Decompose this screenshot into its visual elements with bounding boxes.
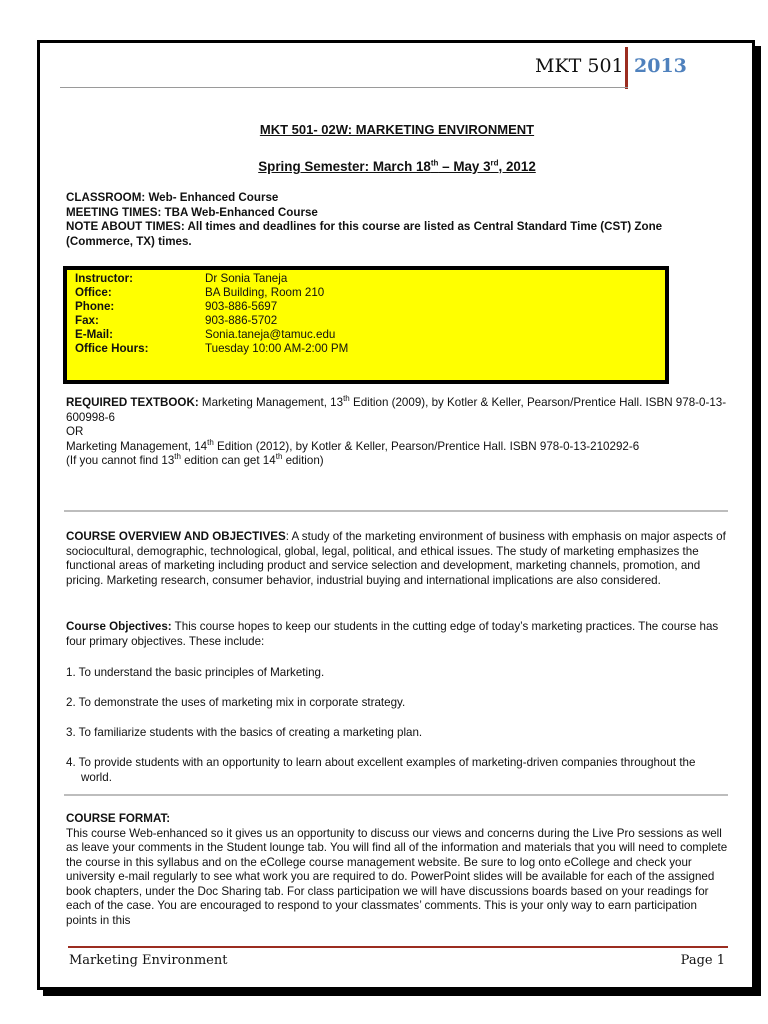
section-divider bbox=[64, 794, 728, 796]
instructor-value: Dr Sonia Taneja bbox=[205, 272, 288, 285]
office-hours-value: Tuesday 10:00 AM-2:00 PM bbox=[205, 342, 349, 355]
footer-title: Marketing Environment bbox=[69, 953, 228, 968]
course-overview: COURSE OVERVIEW AND OBJECTIVES: A study of the marketing environment of business with emphasis on major aspects of sociocultural, demographic, technological, global, legal, political, and ethical issues. The study of marketing emphasizes the functional areas of marketing including product and service selection and development, marketing channels, promotion, and pricing. Marketing research, consumer behavior, industrial buying and international implications are also considered. bbox=[66, 530, 726, 587]
header-divider bbox=[625, 47, 628, 89]
section-divider bbox=[64, 510, 728, 512]
textbook-or: OR bbox=[66, 425, 84, 438]
objective-item: 1. To understand the basic principles of Marketing. bbox=[66, 666, 325, 679]
phone-value: 903-886-5697 bbox=[205, 300, 278, 313]
page-number: Page 1 bbox=[680, 953, 725, 968]
textbook-line-2: Marketing Management, 14th Edition (2012), by Kotler & Keller, Pearson/Prentice Hall. ISBN 978-0-13-210292-6 bbox=[66, 437, 640, 453]
instructor-box-highlight bbox=[67, 270, 665, 380]
document-page bbox=[37, 40, 755, 990]
phone-label: Phone: bbox=[75, 300, 115, 313]
office-label: Office: bbox=[75, 286, 112, 299]
fax-label: Fax: bbox=[75, 314, 99, 327]
textbook-line-3: (If you cannot find 13th edition can get 14th edition) bbox=[66, 452, 324, 467]
office-value: BA Building, Room 210 bbox=[205, 286, 325, 299]
objective-item: 2. To demonstrate the uses of marketing mix in corporate strategy. bbox=[66, 696, 406, 709]
objective-item: 4. To provide students with an opportunity to learn about excellent examples of marketing-driven companies throughout the world. bbox=[66, 756, 696, 784]
textbook-line-1: REQUIRED TEXTBOOK: Marketing Management, 13th Edition (2009), by Kotler & Keller, Pearson/Prentice Hall. ISBN 978-0-13-600998-6 bbox=[66, 394, 727, 424]
semester-title: Spring Semester: March 18th – May 3rd, 2012 bbox=[258, 158, 536, 174]
required-textbook bbox=[66, 396, 728, 469]
course-format-text: This course Web-enhanced so it gives us an opportunity to discuss our views and concerns during the Live Pro sessions as well as leave your comments in the Student lounge tab. You will find all of the information and materials that you will need to complete the course in this syllabus and on the eCollege course management website. Be sure to log onto eCollege and check your university e-mail regularly to see what work you are required to do. PowerPoint slides will be available for each of the assigned book chapters, under the Doc Sharing tab. For class participation we will have discussions boards based on your readings for each of the case. You are encouraged to respond to your classmates’ comments. This is your only way to earn participation points in this bbox=[66, 826, 728, 927]
footer-rule bbox=[68, 946, 728, 948]
fax-value: 903-886-5702 bbox=[205, 314, 278, 327]
header-year: 2013 bbox=[634, 55, 687, 77]
office-hours-label: Office Hours: bbox=[75, 342, 149, 355]
time-note-line: NOTE ABOUT TIMES: All times and deadlines for this course are listed as Central Standard Time (CST) Zone (Commerce, TX) times. bbox=[66, 220, 663, 248]
header-rule bbox=[60, 87, 628, 88]
classroom-line: CLASSROOM: Web- Enhanced Course bbox=[66, 191, 279, 204]
email-value: Sonia.taneja@tamuc.edu bbox=[205, 328, 336, 341]
objective-item: 3. To familiarize students with the basics of creating a marketing plan. bbox=[66, 726, 423, 739]
instructor-label: Instructor: bbox=[75, 272, 133, 285]
meeting-times-line: MEETING TIMES: TBA Web-Enhanced Course bbox=[66, 205, 318, 219]
instructor-box bbox=[63, 266, 669, 384]
course-format bbox=[66, 812, 728, 928]
course-objectives: Course Objectives: This course hopes to keep our students in the cutting edge of today’s marketing practices. The course has four primary objectives. These include: bbox=[66, 620, 719, 648]
course-format-heading: COURSE FORMAT: bbox=[66, 812, 171, 825]
course-logistics bbox=[66, 191, 728, 249]
email-label: E-Mail: bbox=[75, 328, 114, 341]
course-title: MKT 501- 02W: MARKETING ENVIRONMENT bbox=[259, 122, 535, 137]
header-course-code: MKT 501 bbox=[535, 55, 624, 77]
